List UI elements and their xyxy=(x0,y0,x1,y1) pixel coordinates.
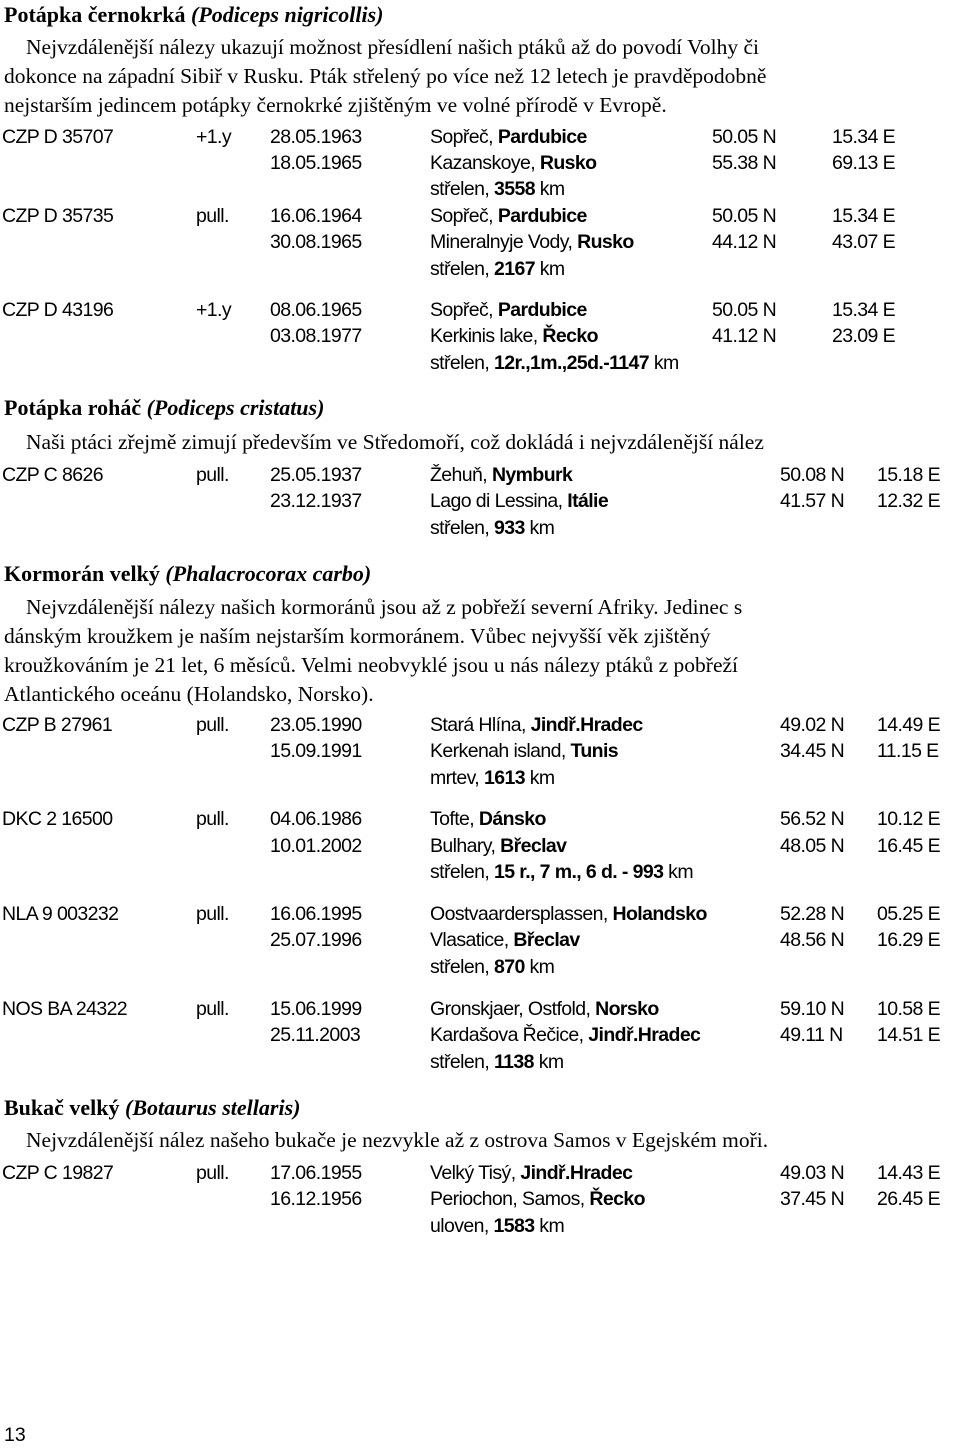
species-name: Bukač velký xyxy=(4,1095,120,1120)
location: Kardašova Řečice, Jindř.Hradec xyxy=(430,1024,701,1046)
latitude: 49.02 N xyxy=(780,714,845,736)
latitude: 59.10 N xyxy=(780,998,845,1020)
recovery-note: mrtev, 1613 km xyxy=(430,767,555,789)
record-row xyxy=(0,859,960,885)
location: Sopřeč, Pardubice xyxy=(430,205,587,227)
record-row xyxy=(0,462,960,488)
paragraph-line: dokonce na západní Sibiř v Rusku. Pták střelený po více než 12 letech je pravděpodobně xyxy=(4,64,767,88)
record-row xyxy=(0,1022,960,1048)
date: 30.08.1965 xyxy=(270,231,362,253)
latitude: 48.56 N xyxy=(780,929,845,951)
ring-number: DKC 2 16500 xyxy=(2,808,113,830)
record-row xyxy=(0,515,960,541)
ring-number: CZP D 35735 xyxy=(2,205,114,227)
longitude: 23.09 E xyxy=(832,325,896,347)
date: 25.05.1937 xyxy=(270,464,362,486)
location: Kerkinis lake, Řecko xyxy=(430,325,598,347)
age: pull. xyxy=(196,464,229,486)
ring-number: CZP C 8626 xyxy=(2,464,103,486)
paragraph-line: Atlantického oceánu (Holandsko, Norsko). xyxy=(4,682,374,706)
date: 10.01.2002 xyxy=(270,835,362,857)
date: 16.06.1995 xyxy=(270,903,362,925)
location: Stará Hlína, Jindř.Hradec xyxy=(430,714,643,736)
record-row xyxy=(0,954,960,980)
age: pull. xyxy=(196,714,229,736)
record-row xyxy=(0,124,960,150)
longitude: 15.34 E xyxy=(832,205,896,227)
age: +1.y xyxy=(196,126,232,148)
date: 08.06.1965 xyxy=(270,299,362,321)
record-row xyxy=(0,712,960,738)
latitude: 56.52 N xyxy=(780,808,845,830)
species-name: Kormorán velký xyxy=(4,561,160,586)
ring-number: CZP B 27961 xyxy=(2,714,113,736)
record-row xyxy=(0,488,960,514)
recovery-note: střelen, 1138 km xyxy=(430,1051,564,1073)
species-description xyxy=(4,33,956,120)
date: 25.07.1996 xyxy=(270,929,362,951)
location: Mineralnyje Vody, Rusko xyxy=(430,231,634,253)
location: Lago di Lessina, Itálie xyxy=(430,490,609,512)
latitude: 49.03 N xyxy=(780,1162,845,1184)
record-row xyxy=(0,323,960,349)
species-title xyxy=(4,559,371,589)
date: 23.12.1937 xyxy=(270,490,362,512)
latitude: 50.05 N xyxy=(712,205,777,227)
recovery-note: střelen, 870 km xyxy=(430,956,555,978)
record-row xyxy=(0,996,960,1022)
species-latin-name: (Phalacrocorax carbo) xyxy=(165,561,372,586)
ring-number: CZP C 19827 xyxy=(2,1162,114,1184)
age: pull. xyxy=(196,1162,229,1184)
recovery-note: střelen, 3558 km xyxy=(430,178,565,200)
recovery-note: uloven, 1583 km xyxy=(430,1215,565,1237)
date: 04.06.1986 xyxy=(270,808,362,830)
age: pull. xyxy=(196,205,229,227)
record-row xyxy=(0,1213,960,1239)
recovery-note: střelen, 933 km xyxy=(430,517,555,539)
species-description xyxy=(4,593,956,709)
location: Tofte, Dánsko xyxy=(430,808,546,830)
species-latin-name: (Podiceps cristatus) xyxy=(146,395,325,420)
location: Žehuň, Nymburk xyxy=(430,464,573,486)
record-row xyxy=(0,256,960,282)
record-row xyxy=(0,927,960,953)
species-latin-name: (Podiceps nigricollis) xyxy=(191,2,384,27)
date: 18.05.1965 xyxy=(270,152,362,174)
age: pull. xyxy=(196,808,229,830)
latitude: 50.08 N xyxy=(780,464,845,486)
paragraph-line: nejstarším jedincem potápky černokrké zjištěným ve volné přírodě v Evropě. xyxy=(4,93,667,117)
record-row xyxy=(0,229,960,255)
species-name: Potápka černokrká xyxy=(4,2,186,27)
age: pull. xyxy=(196,998,229,1020)
date: 25.11.2003 xyxy=(270,1024,361,1046)
ring-number: NLA 9 003232 xyxy=(2,903,119,925)
date: 15.09.1991 xyxy=(270,740,362,762)
date: 17.06.1955 xyxy=(270,1162,362,1184)
location: Gronskjaer, Ostfold, Norsko xyxy=(430,998,659,1020)
longitude: 14.49 E xyxy=(877,714,941,736)
date: 16.06.1964 xyxy=(270,205,362,227)
ring-number: NOS BA 24322 xyxy=(2,998,128,1020)
location: Sopřeč, Pardubice xyxy=(430,299,587,321)
ring-number: CZP D 35707 xyxy=(2,126,114,148)
paragraph-line: Nejvzdálenější nálezy našich kormoránů jsou až z pobřeží severní Afriky. Jedinec s xyxy=(26,595,743,619)
record-row xyxy=(0,1049,960,1075)
latitude: 49.11 N xyxy=(780,1024,843,1046)
location: Kerkenah island, Tunis xyxy=(430,740,619,762)
species-title xyxy=(4,1093,300,1123)
record-row xyxy=(0,806,960,832)
record-row xyxy=(0,901,960,927)
longitude: 16.29 E xyxy=(877,929,941,951)
latitude: 48.05 N xyxy=(780,835,845,857)
location: Sopřeč, Pardubice xyxy=(430,126,587,148)
record-row xyxy=(0,350,960,376)
longitude: 26.45 E xyxy=(877,1188,941,1210)
paragraph-line: Naši ptáci zřejmě zimují především ve Středomoří, což dokládá i nejvzdálenější nález xyxy=(26,430,764,454)
latitude: 41.57 N xyxy=(780,490,845,512)
date: 03.08.1977 xyxy=(270,325,362,347)
page-number: 13 xyxy=(4,1424,26,1446)
record-row xyxy=(0,765,960,791)
longitude: 10.58 E xyxy=(877,998,941,1020)
species-description xyxy=(4,1126,956,1155)
paragraph-line: kroužkováním je 21 let, 6 měsíců. Velmi neobvyklé jsou u nás nálezy ptáků z pobřeží xyxy=(4,653,739,677)
longitude: 15.34 E xyxy=(832,299,896,321)
longitude: 05.25 E xyxy=(877,903,941,925)
longitude: 15.18 E xyxy=(877,464,941,486)
longitude: 16.45 E xyxy=(877,835,941,857)
record-row xyxy=(0,1160,960,1186)
record-row xyxy=(0,176,960,202)
longitude: 10.12 E xyxy=(877,808,941,830)
record-row xyxy=(0,150,960,176)
paragraph-line: Nejvzdálenější nálezy ukazují možnost přesídlení našich ptáků až do povodí Volhy či xyxy=(26,35,760,59)
species-latin-name: (Botaurus stellaris) xyxy=(125,1095,301,1120)
location: Periochon, Samos, Řecko xyxy=(430,1188,645,1210)
date: 28.05.1963 xyxy=(270,126,362,148)
location: Bulhary, Břeclav xyxy=(430,835,567,857)
location: Vlasatice, Břeclav xyxy=(430,929,580,951)
latitude: 37.45 N xyxy=(780,1188,845,1210)
ring-number: CZP D 43196 xyxy=(2,299,114,321)
latitude: 50.05 N xyxy=(712,299,777,321)
location: Kazanskoye, Rusko xyxy=(430,152,597,174)
age: +1.y xyxy=(196,299,232,321)
latitude: 41.12 N xyxy=(712,325,777,347)
species-title xyxy=(4,393,324,423)
record-row xyxy=(0,1186,960,1212)
longitude: 43.07 E xyxy=(832,231,896,253)
date: 23.05.1990 xyxy=(270,714,362,736)
location: Oostvaardersplassen, Holandsko xyxy=(430,903,707,925)
latitude: 44.12 N xyxy=(712,231,777,253)
species-name: Potápka roháč xyxy=(4,395,142,420)
record-row xyxy=(0,833,960,859)
longitude: 11.15 E xyxy=(877,740,939,762)
record-row xyxy=(0,203,960,229)
latitude: 55.38 N xyxy=(712,152,777,174)
recovery-note: střelen, 2167 km xyxy=(430,258,565,280)
latitude: 34.45 N xyxy=(780,740,845,762)
latitude: 50.05 N xyxy=(712,126,777,148)
paragraph-line: dánským kroužkem je naším nejstarším kormoránem. Vůbec nejvyšší věk zjištěný xyxy=(4,624,711,648)
longitude: 14.51 E xyxy=(877,1024,941,1046)
species-title xyxy=(4,0,383,30)
longitude: 69.13 E xyxy=(832,152,896,174)
longitude: 12.32 E xyxy=(877,490,941,512)
species-description xyxy=(4,428,956,457)
longitude: 15.34 E xyxy=(832,126,896,148)
record-row xyxy=(0,738,960,764)
recovery-note: střelen, 15 r., 7 m., 6 d. - 993 km xyxy=(430,861,693,883)
recovery-note: střelen, 12r.,1m.,25d.-1147 km xyxy=(430,352,679,374)
paragraph-line: Nejvzdálenější nález našeho bukače je nezvykle až z ostrova Samos v Egejském moři. xyxy=(26,1128,769,1152)
date: 16.12.1956 xyxy=(270,1188,362,1210)
location: Velký Tisý, Jindř.Hradec xyxy=(430,1162,633,1184)
record-row xyxy=(0,297,960,323)
longitude: 14.43 E xyxy=(877,1162,941,1184)
age: pull. xyxy=(196,903,229,925)
date: 15.06.1999 xyxy=(270,998,362,1020)
latitude: 52.28 N xyxy=(780,903,845,925)
